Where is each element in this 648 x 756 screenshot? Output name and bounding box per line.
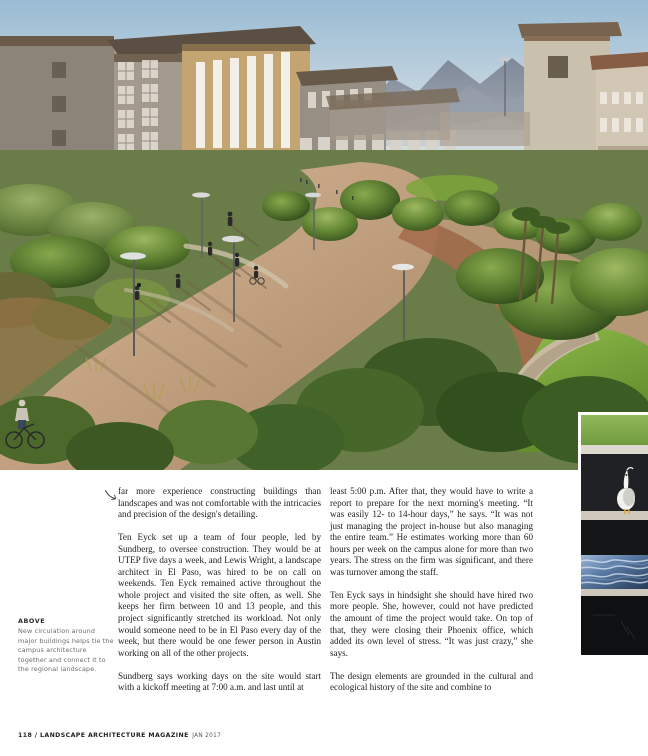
article-body	[0, 470, 648, 756]
paragraph: Sundberg says working days on the site would start with a kickoff meeting at 7:00 a.m. and last until at	[118, 670, 321, 693]
paragraph: Ten Eyck set up a team of four people, led by Sundberg, to oversee construction. They would be at UTEP five days a week, and Lewis Wright, a landscape architect in El Paso, was hired to be on call on weekends. Ten Eyck remained active throughout the whole project and visited the site often, as well. She keeps her firm between 10 and 13 people, and this project significantly stretched its workload. Not only would someone need to be in El Paso every day of the week, but there would be one fewer person in Austin working on all of the other projects.	[118, 532, 321, 658]
page-folio	[18, 732, 221, 739]
photo-caption	[18, 617, 114, 675]
text-column-left	[118, 486, 321, 694]
caption-label: ABOVE	[18, 617, 46, 625]
folio-publication: 118 / LANDSCAPE ARCHITECTURE MAGAZINE	[18, 732, 189, 739]
text-column-right	[330, 486, 533, 694]
paragraph: The design elements are grounded in the cultural and ecological history of the site and combine to	[330, 670, 533, 693]
paragraph: far more experience constructing buildings than landscapes and was not comfortable with the intricacies and precision of the design's detailing.	[118, 486, 321, 520]
folio-issue-date: JAN 2017	[192, 733, 222, 739]
paragraph: Ten Eyck says in hindsight she should have hired two more people. She, however, could not have predicted the amount of time the project would take. On top of that, they were closing their Phoenix office, which added its own level of stress. “It was just crazy,” she says.	[330, 589, 533, 658]
continuation-arrow-icon	[104, 488, 118, 502]
caption-text: New circulation around major buildings helps tie the campus architecture together and connect it to the regional landscape.	[18, 627, 114, 674]
paragraph: least 5:00 p.m. After that, they would have to write a report to prepare for the next morning's meeting. “It was easily 12- to 14-hour days,” he says. “It was not just managing the project in-house but also managing the entire team.” He estimates working more than 60 hours per week on the campus alone for more than two years. The stress on the firm was significant, and there was turnover among the staff.	[330, 486, 533, 577]
